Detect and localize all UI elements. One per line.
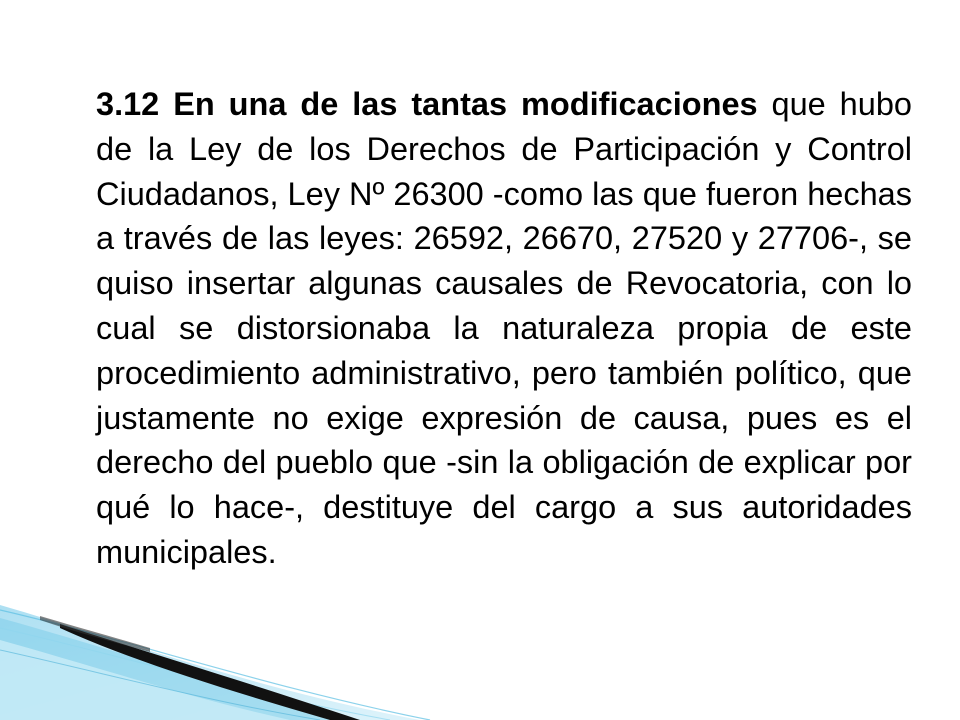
slide-lead-text: 3.12 En una de las tantas modificaciones [96, 86, 758, 122]
slide-body-text: que hubo de la Ley de los Derechos de Participación y Control Ciudadanos, Ley Nº 26300 -como las que fueron hechas a través de las leyes: 26592, 26670, 27520 y 27706-, se quiso insertar algunas causales de Revocatoria, con lo cual se distorsionaba la naturaleza propia de este procedimiento administrativo, pero también político, que justamente no exige expresión de causa, pues es el derecho del pueblo que -sin la obligación de explicar por qué lo hace-, destituye del cargo a sus autoridades municipales. [96, 86, 912, 570]
slide-body-paragraph [96, 82, 912, 575]
